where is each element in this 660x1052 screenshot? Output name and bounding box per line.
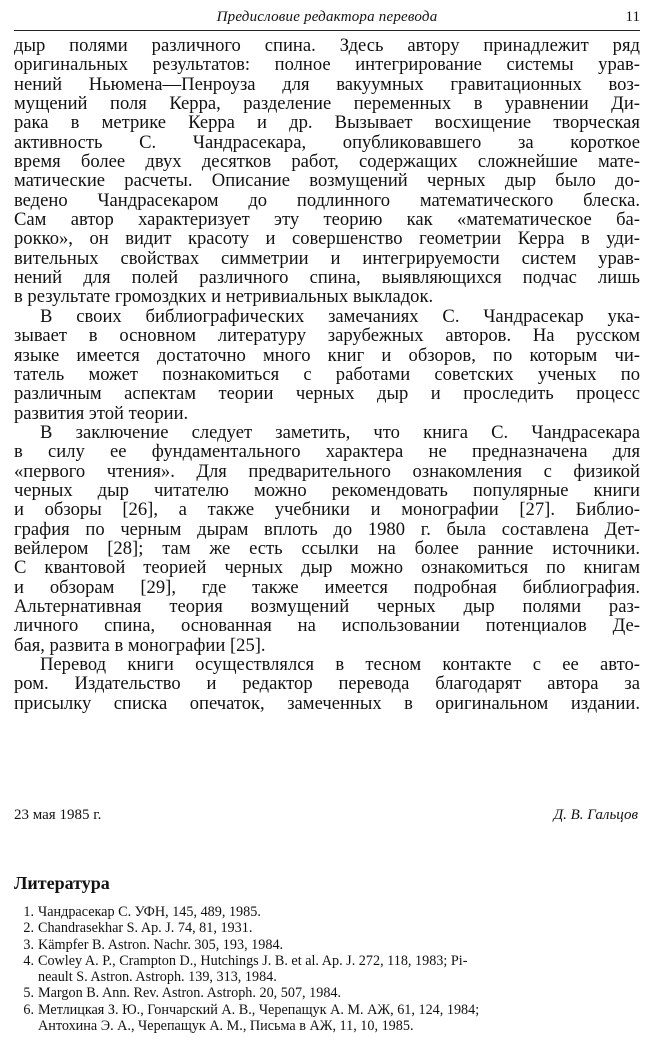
text-line: оригинальных результатов: полное интегрирование системы урав- [14,54,640,76]
reference-number: 4. [23,952,34,969]
text-line: языке имеется достаточно много книг и обзоров, по которым чи- [14,344,640,366]
reference-text: Cowley A. P., Crampton D., Hutchings J. B. et al. Ap. J. 272, 118, 1983; Pi- [38,952,468,969]
reference-number: 3. [23,936,34,953]
page-number: 11 [625,9,640,25]
date: 23 мая 1985 г. [14,807,102,823]
text-line: рокко», он видит красоту и совершенство геометрии Керра в уди- [14,228,640,250]
reference-item [14,953,640,986]
reference-text: Margon B. Ann. Rev. Astron. Astroph. 20, 507, 1984. [38,985,342,1002]
text-line: различным аспектам теории черных дыр и проследить процесс [14,383,640,405]
text-line: графия по черным дырам вплоть до 1980 г. была составлена Дет- [14,518,640,540]
references-heading: Литература [14,873,110,893]
text-line: В своих библиографических замечаниях С. Чандрасекар ука- [40,305,640,327]
running-title: Предисловие редактора перевода [216,9,438,25]
text-line: дыр полями различного спина. Здесь автору принадлежит ряд [14,35,640,56]
reference-text: Kämpfer B. Astron. Nachr. 305, 193, 1984. [38,936,284,953]
text-line: время более двух десятков работ, содержащих сложнейшие мате- [14,151,640,173]
text-line: ведено Чандрасекаром до подлинного математического блеска. [14,189,640,211]
reference-item [14,937,640,953]
text-line: вейлером [28]; там же есть ссылки на более ранние источники. [14,537,640,559]
text-line: в силу ее фундаментального характера не предназначена для [14,441,640,463]
text-line: ром. Издательство и редактор перевода благодарят автора за [14,673,640,695]
text-line: «первого чтения». Для предварительного ознакомления с физикой [14,460,640,482]
text-line: мущений поля Керра, разделение переменных в уравнении Ди- [14,93,640,115]
text-line: С квантовой теорией черных дыр можно ознакомиться по книгам [14,557,640,579]
paragraph [14,36,640,307]
text-line: Сам автор характеризует эту теорию как «математическое ба- [14,209,640,231]
text-line: в результате громоздких и нетривиальных выкладок. [14,286,434,308]
reference-item [14,1002,640,1035]
editor-signature: Д. В. Гальцов [553,807,638,823]
text-line: и обзоры [26], а также учебники и монографии [27]. Библио- [14,499,640,521]
reference-text: Метлицкая З. Ю., Гончарский А. В., Черепащук А. М. АЖ, 61, 124, 1984; [38,1001,480,1018]
text-line: активность С. Чандрасекара, опубликовавшего за короткое [14,131,640,153]
paragraph [14,307,640,423]
text-line: зывает в основном литературу зарубежных авторов. На русском [14,325,640,347]
reference-item [14,920,640,936]
text-line: развития этой теории. [14,402,189,424]
text-line: рака в метрике Керра и др. Вызывает восхищение творческая [14,112,640,134]
reference-number: 1. [23,904,34,920]
text-line: В заключение следует заметить, что книга С. Чандрасекара [40,421,640,443]
body-text [14,36,640,713]
reference-text: Чандрасекар С. УФН, 145, 489, 1985. [38,904,261,920]
text-line: вительных свойствах симметрии и интегрируемости систем урав- [14,247,640,269]
text-line: нений для полей различного спина, выявляющихся подчас лишь [14,267,640,289]
reference-item [14,985,640,1001]
text-line: татель может познакомиться с работами советских ученых по [14,363,640,385]
reference-number: 2. [23,920,34,937]
reference-text: Chandrasekhar S. Ap. J. 74, 81, 1931. [38,920,253,937]
text-line: Перевод книги осуществлялся в тесном контакте с ее авто- [40,654,640,675]
reference-text: neault S. Astron. Astroph. 139, 313, 1984. [38,969,277,986]
text-line: личного спина, основанная на использовании потенциалов Де- [14,615,640,637]
reference-number: 5. [23,985,34,1002]
text-line: бая, развита в монографии [25]. [14,634,266,656]
text-line: черных дыр читателю можно рекомендовать популярные книги [14,479,640,501]
paragraph [14,423,640,655]
text-line: присылку списка опечаток, замеченных в оригинальном издании. [14,692,640,714]
paragraph [14,655,640,713]
text-line: нений Ньюмена—Пенроуза для вакуумных гравитационных воз- [14,73,640,95]
text-line: Альтернативная теория возмущений черных дыр полями раз- [14,595,640,617]
reference-number: 6. [23,1001,34,1018]
running-header [14,6,640,31]
references-list [14,904,640,1034]
reference-item [14,904,640,920]
reference-text: Антохина Э. А., Черепащук А. М., Письма в АЖ, 11, 10, 1985. [38,1018,414,1035]
text-line: матические расчеты. Описание возмущений черных дыр было до- [14,170,640,192]
text-line: и обзорам [29], где также имеется подробная библиография. [14,576,640,598]
